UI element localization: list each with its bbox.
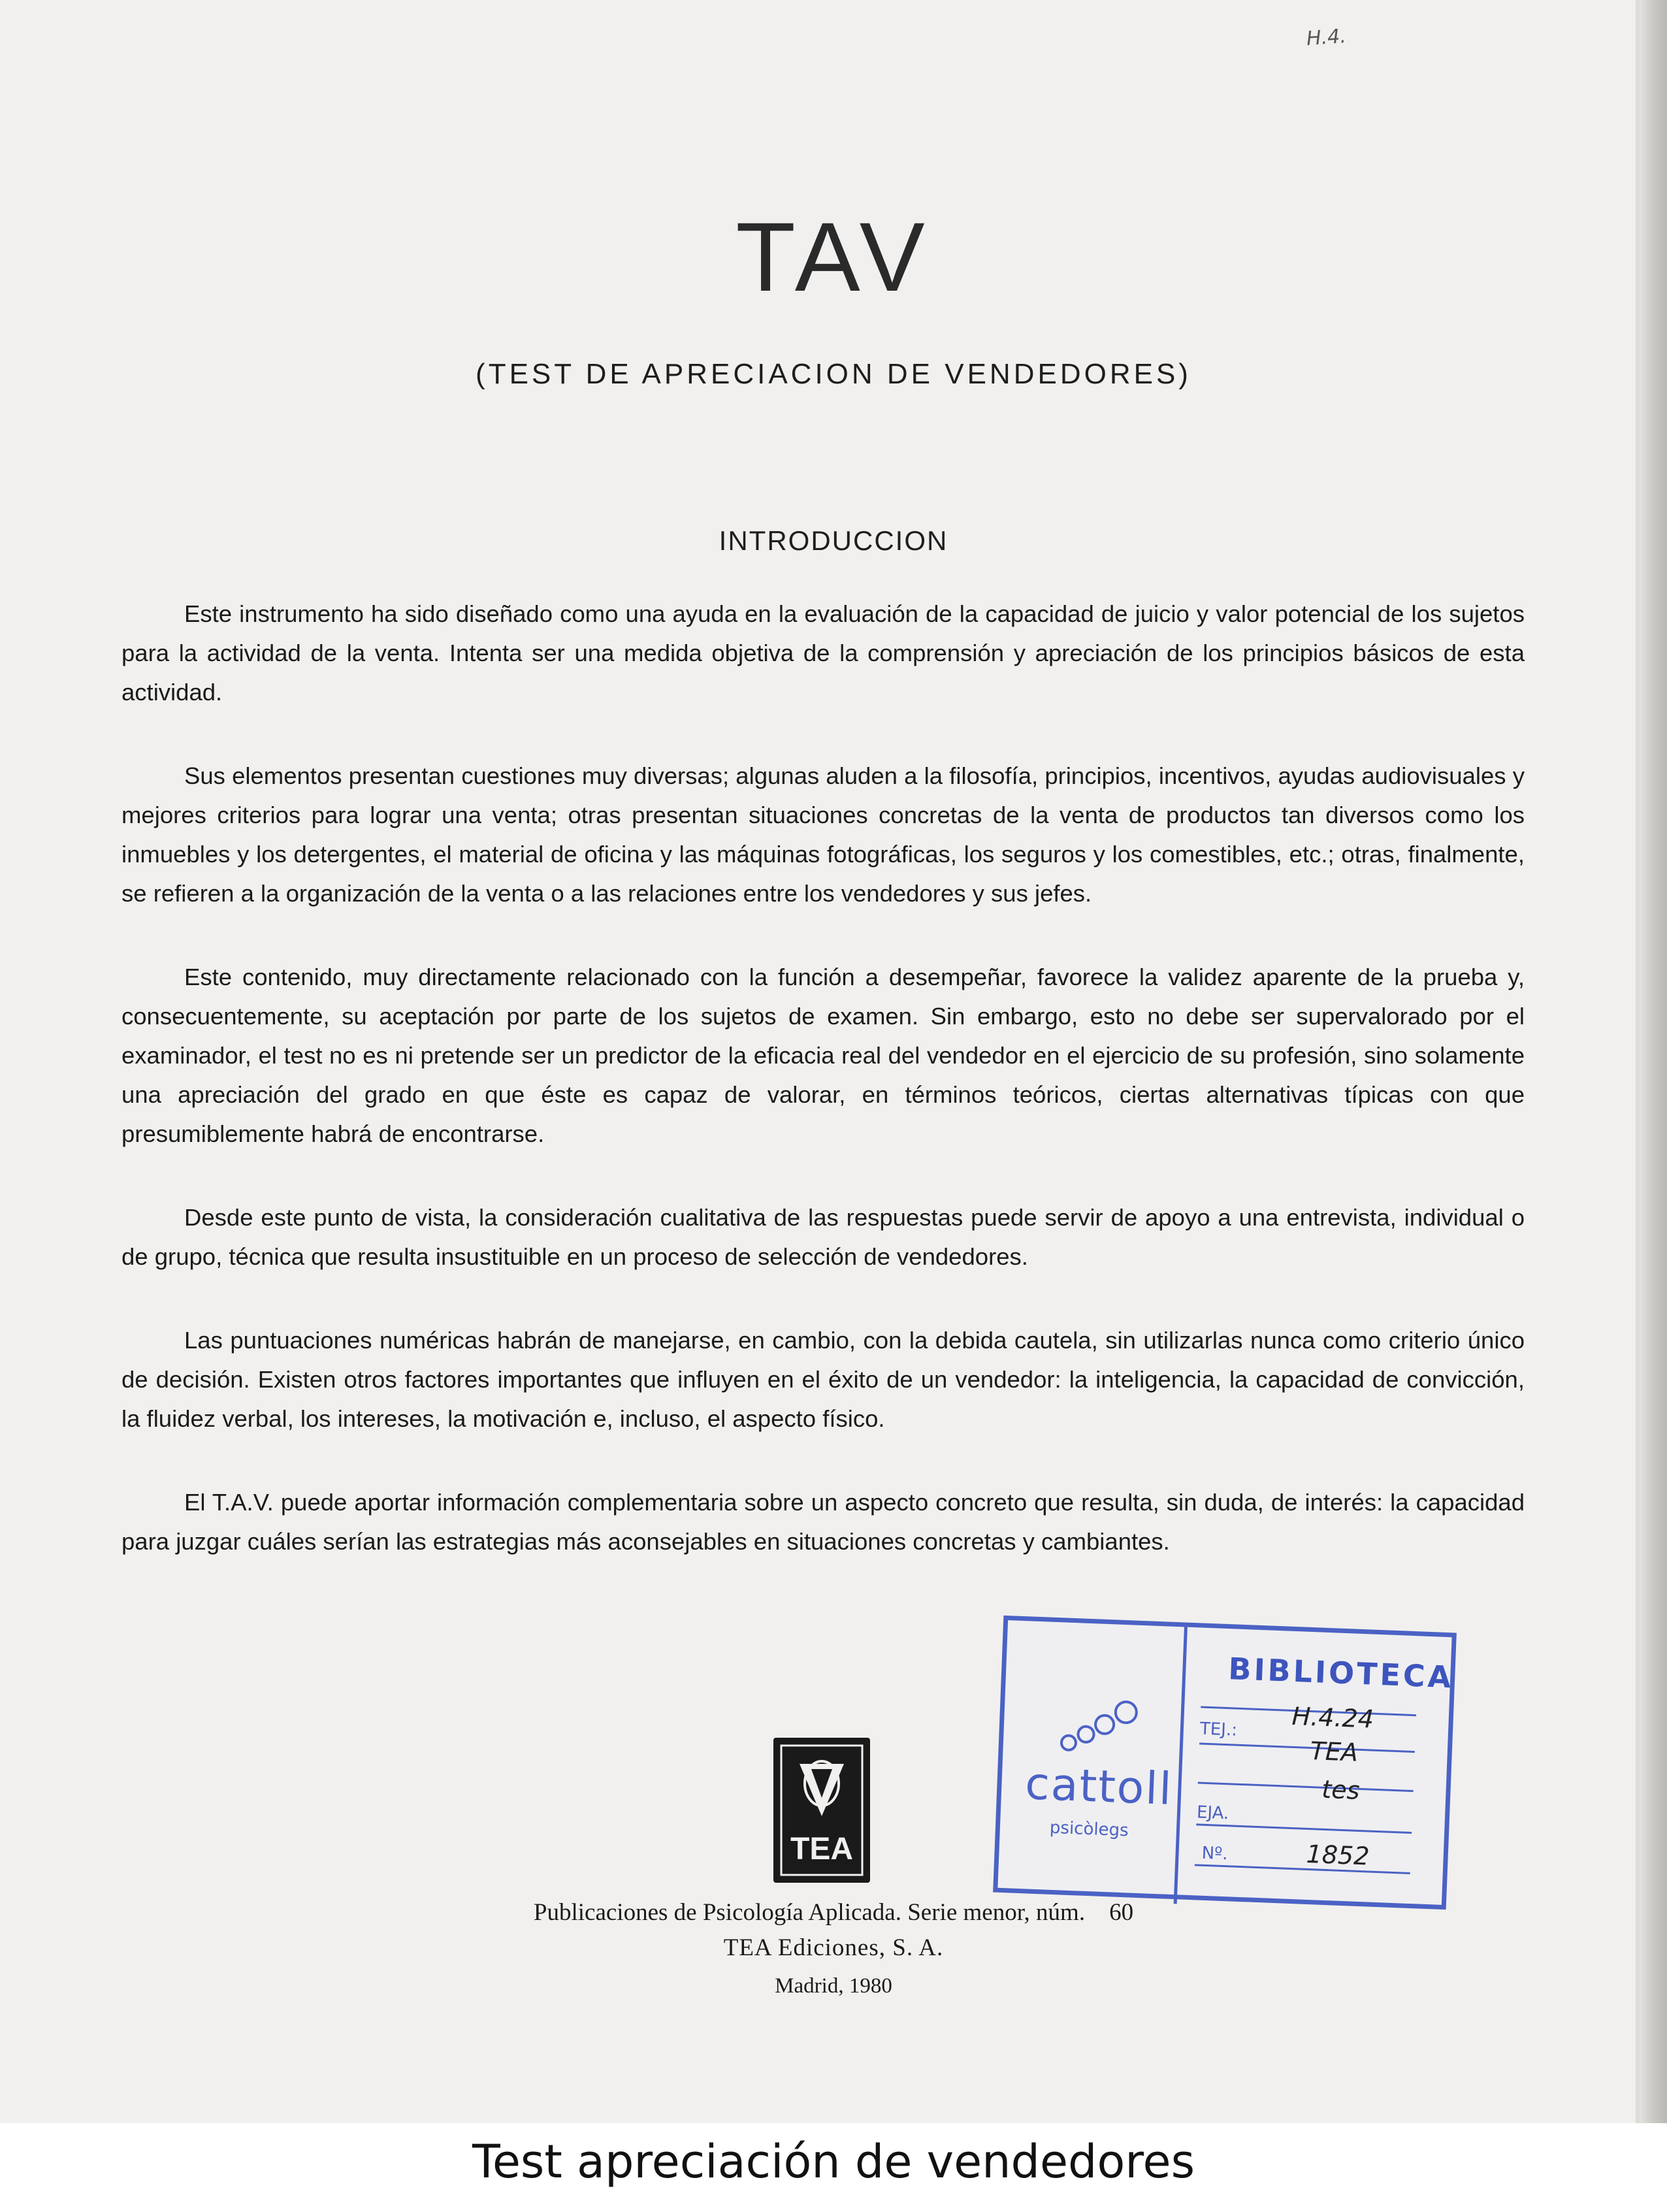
- stamp-rule: [1198, 1781, 1414, 1792]
- stamp-divider: [1174, 1627, 1188, 1904]
- stamp-brand: cattoll: [1024, 1758, 1174, 1815]
- image-caption: Test apreciación de vendedores: [472, 2135, 1195, 2188]
- stamp-tej-label: TEJ.:: [1199, 1719, 1238, 1740]
- stamp-bubbles-icon: [1059, 1695, 1139, 1757]
- stamp-tej-value: TEA: [1309, 1736, 1359, 1767]
- stamp-title: BIBLIOTECA: [1227, 1651, 1455, 1695]
- paragraph: Las puntuaciones numéricas habrán de manejarse, en cambio, con la debida cautela, sin utilizarlas nunca como criterio único de decisión. Existen otros factores importantes que influyen en el éxito de un vendedor: la inteligencia, la capacidad de convicción, la fluidez verbal, los intereses, la motivación e, incluso, el aspecto físico.: [121, 1327, 1525, 1432]
- stamp-code: H.4.24: [1291, 1701, 1374, 1734]
- paragraph: Este contenido, muy directamente relacionado con la función a desempeñar, favorece la validez aparente de la prueba y, consecuentemente, su aceptación por parte de los sujetos de examen. Sin embargo, esto no debe ser supervalorado por el examinador, el test no es ni pretende ser un predictor de la eficacia real del vendedor en el ejercicio de su profesión, sino solamente una apreciación del grado en que éste es capaz de valorar, en términos teóricos, ciertas alternativas típicas con que presumiblemente habrá de encontrarse.: [121, 964, 1525, 1147]
- stamp-rule: [1199, 1742, 1415, 1753]
- section-heading: INTRODUCCION: [719, 525, 948, 556]
- stamp-rule: [1195, 1864, 1410, 1874]
- stamp-num-label: Nº.: [1201, 1843, 1229, 1864]
- publisher-series: Publicaciones de Psicología Aplicada. Serie menor, núm. 60: [533, 1899, 1134, 1926]
- tea-logo: [773, 1738, 870, 1883]
- publisher-name: TEA Ediciones, S. A.: [723, 1934, 944, 1961]
- handwritten-note: H.4.: [1305, 24, 1347, 51]
- logo-text: TEA: [790, 1832, 853, 1866]
- stamp-rule: [1196, 1823, 1412, 1834]
- stamp-tes-value: tes: [1321, 1774, 1361, 1805]
- paragraph: El T.A.V. puede aportar información complementaria sobre un aspecto concreto que resulta, sin duda, de interés: la capacidad para juzgar cuáles serían las estrategias más aconsejables en situaciones concretas y cambiantes.: [121, 1489, 1525, 1555]
- stamp-brand-sub: psicòlegs: [1049, 1817, 1129, 1841]
- page-edge: [1640, 0, 1667, 2123]
- paragraph: Desde este punto de vista, la consideración cualitativa de las respuestas puede servir de apoyo a una entrevista, individual o de grupo, técnica que resulta insustituible en un proceso de selección de vendedores.: [121, 1204, 1525, 1270]
- publisher-place-date: Madrid, 1980: [775, 1974, 892, 1998]
- document-subtitle: (TEST DE APRECIACION DE VENDEDORES): [476, 358, 1191, 390]
- document-title: TAV: [736, 202, 931, 312]
- library-stamp: [993, 1616, 1457, 1910]
- stamp-number: 1852: [1305, 1839, 1370, 1871]
- body-text: [121, 594, 1525, 1606]
- paragraph: Sus elementos presentan cuestiones muy diversas; algunas aluden a la filosofía, principios, incentivos, ayudas audiovisuales y mejores criterios para lograr una venta; otras presentan situaciones concretas de la venta de productos tan diversos como los inmuebles y los detergentes, el material de oficina y las máquinas fotográficas, los seguros y los comestibles, etc.; otras, finalmente, se refieren a la organización de la venta o a las relaciones entre los vendedores y sus jefes.: [121, 762, 1525, 907]
- paragraph: Este instrumento ha sido diseñado como una ayuda en la evaluación de la capacidad de juicio y valor potencial de los sujetos para la actividad de la venta. Intenta ser una medida objetiva de la comprensión y apreciación de los principios básicos de esta actividad.: [121, 600, 1525, 706]
- stamp-ej-label: EJA.: [1196, 1802, 1229, 1824]
